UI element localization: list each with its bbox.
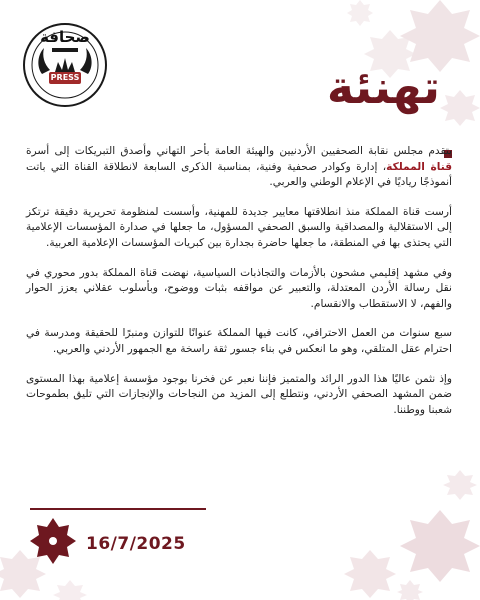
- syndicate-logo: [22, 22, 108, 108]
- decorative-pattern-bottom-left: [0, 510, 160, 600]
- logo-title: صحافة: [40, 28, 90, 46]
- paragraph-1-text-start: يتقدم مجلس نقابة الصحفيين الأردنيين والهيئة العامة بأحر التهاني وأصدق التبريكات إلى أسرة: [26, 145, 452, 157]
- eight-point-star-icon: [30, 518, 76, 564]
- paragraph-2: أرست قناة المملكة منذ انطلاقتها معايير جديدة للمهنية، وأسست لمنظومة تحريرية دقيقة ترتكز إلى الاستقلالية والمصداقية والسبق الصحفي المسؤول، ما جعلها في صدارة المؤسسات الإعلامية التي يحتذى بها في المنطقة، ما جعلها حاضرة بجدارة بين كبريات المؤسسات الإعلامية العربية.: [26, 205, 452, 249]
- paragraph-5: وإذ نثمن عاليًا هذا الدور الرائد والمتميز فإننا نعبر عن فخرنا بوجود مؤسسة إعلامية بهذا المستوى ضمن المشهد الصحفي الأردني، ونتطلع إلى المزيد من النجاحات والإنجازات التي تليق بطموحات شعبنا ووطننا.: [26, 372, 452, 416]
- paragraph-1: [26, 144, 452, 191]
- page-title: تهنئة: [326, 60, 440, 114]
- decorative-pattern-bottom-right: [280, 470, 480, 600]
- footer-divider: [30, 508, 206, 510]
- logo-press-badge: PRESS: [50, 73, 80, 82]
- date-label: 16/7/2025: [86, 534, 186, 554]
- paragraph-3: وفي مشهد إقليمي مشحون بالأزمات والتجاذبات السياسية، نهضت قناة المملكة بدور محوري في نقل رسالة الأردن المعتدلة، والتعبير عن مواقفه بثبات ووضوح، وبأسلوب عقلاني يعزز الحوار والفهم، لا الاستقطاب والانقسام.: [26, 266, 452, 310]
- channel-name-highlight: قناة المملكة: [386, 160, 453, 173]
- paragraph-1-text-end: ، إدارة وكوادر صحفية وفنية، بمناسبة الذكرى السابعة لانطلاقة القناة التي باتت أنموذجًا رياديًا في الإعلام الوطني والعربي.: [26, 160, 452, 189]
- paragraph-4: سبع سنوات من العمل الاحترافي، كانت فيها المملكة عنوانًا للتوازن ومنبرًا للحقيقة ومدرسة في احترام عقل المتلقي، وهو ما انعكس في بناء جسور ثقة راسخة مع الجمهور الأردني والعربي.: [26, 327, 452, 355]
- message-body: [26, 144, 452, 432]
